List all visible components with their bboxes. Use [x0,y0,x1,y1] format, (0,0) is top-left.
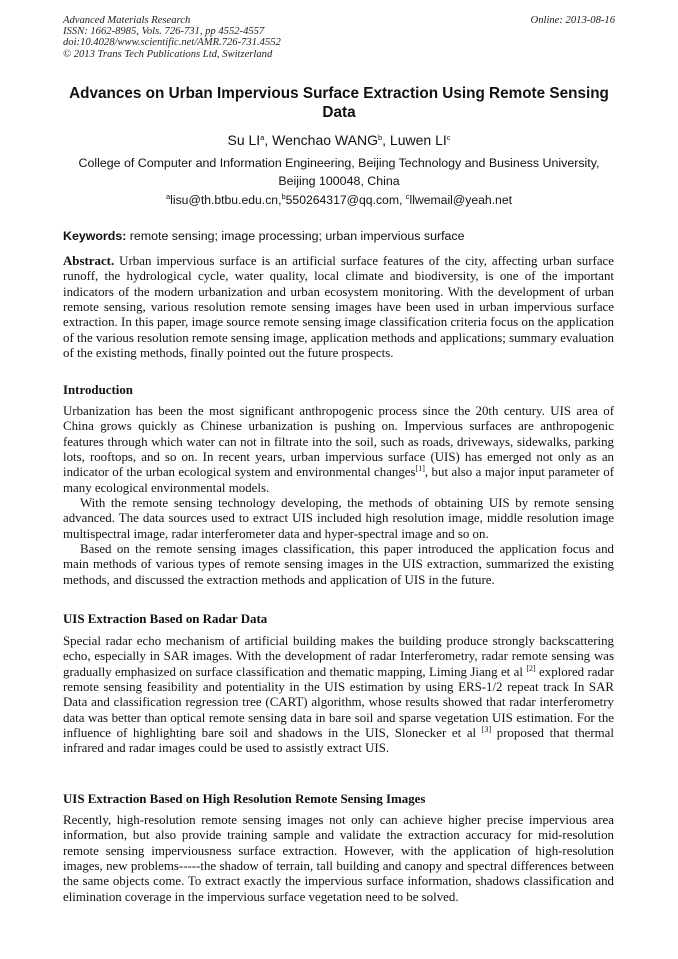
abstract-label: Abstract. [63,254,115,268]
email-link[interactable]: $^b$550264317@qq.com [281,192,399,207]
paper-title: Advances on Urban Impervious Surface Extraction Using Remote Sensing Data [69,85,609,121]
paragraph: With the remote sensing technology developing, the methods of obtaining UIS by remote sensing advanced. The data sources used to extract UIS included high resolution image, middle resolution image multispectral image, radar interferometer data and hyper-spectral image and so on. [63,496,614,541]
abstract-text: Urban impervious surface is an artificial surface features of the city, affecting urban surface runoff, the hydrological cycle, water quality, local climate and biodiversity, is one of the important indicators of the modern urbanization and urban ecosystem monitoring. With the development of urban remote sensing, various resolution remote sensing images have been used in urban impervious surface extraction. In this paper, image source remote sensing image classification criteria focus on the application of the various resolution remote sensing image, application methods and applications; summary evaluation of the existing methods, finally pointed out the future prospects. [63,254,614,361]
affiliation: College of Computer and Information Engineering, Beijing Technology and Business University, Beijing 100048, China [78,156,600,188]
author-list [63,132,615,149]
high-resolution-body [63,813,614,905]
section-heading-high-resolution: UIS Extraction Based on High Resolution Remote Sensing Images [63,792,426,806]
author: Su $LI^a$, [227,132,273,148]
journal-header [63,15,615,60]
keywords-text: remote sensing; image processing; urban impervious surface [126,229,465,243]
citation-ref[interactable]: [2] [526,663,536,673]
section-heading-introduction: Introduction [63,383,133,397]
email-link[interactable]: $^a$lisu@th.btbu.edu.cn [165,192,279,207]
email-list: $^a$lisu@th.btbu.edu.cn,$^b$550264317@qq.com, $^c$llwemail@yeah.net [165,192,512,207]
keywords-label: Keywords: [63,229,127,243]
online-date: Online: 2013-08-16 [530,15,615,26]
paragraph: Based on the remote sensing images classification, this paper introduced the application focus and main methods of various types of remote sensing images in the UIS extraction, summarized the existing methods, and discussed the extraction methods and application of UIS in the future. [63,542,614,587]
citation-ref[interactable]: [3] [481,725,492,735]
keywords [63,228,615,244]
email-link[interactable]: $^c$llwemail@yeah.net [405,192,512,207]
section-heading-radar: UIS Extraction Based on Radar Data [63,612,268,626]
author: Wenchao WANG$^b$, [272,132,390,148]
paragraph: Urbanization has been the most significant anthropogenic process since the 20th century. UIS area of China grows quickly as Chinese urbanization is pushing on. Impervious surfaces are anthropogenic features through which water can not in filtrate into the soil, such as roads, driveways, sidewalks, parking lots, rooftops, and so on. In recent years, urban impervious surface (UIS) has emerged not only as an indicator of the urban ecological system and environmental changes[1], but also a major input parameter of many ecological environmental models. [63,404,614,495]
doi-line: doi:10.4028/www.scientific.net/AMR.726-731.4552 [63,37,281,49]
abstract [63,254,614,361]
citation-ref[interactable]: [1] [415,464,425,474]
paragraph: Recently, high-resolution remote sensing images not only can achieve higher precise impervious area information, but also provide training sample and validate the extraction accuracy for mid-resolution remote sensing imperviousness surface extraction. However, with the application of high-resolution images, new problems-----the shadow of terrain, tall building and canopy and spectral differences between the same objects come. To extract exactly the impervious surface information, shadows classification and elimination coverage in the impervious surface vegetation need to be solved. [63,813,614,904]
issn-line: ISSN: 1662-8985, Vols. 726-731, pp 4552-4557 [63,26,265,38]
journal-name: Advanced Materials Research [63,15,191,26]
author: Luwen $LI^c$ [389,132,451,148]
copyright-line: © 2013 Trans Tech Publications Ltd, Switzerland [63,48,273,60]
paragraph: Special radar echo mechanism of artificial building makes the building produce strongly backscattering echo, especially in SAR images. With the development of radar Interferometry, radar remote sensing was gradually emphasized on surface classification and thematic mapping, Liming Jiang et al [2] explored radar remote sensing feasibility and potentiality in the UIS estimation by using ERS-1/2 repeat track In SAR Data and classification regression tree (CART) algorithm, whose results showed that radar interferometry data was better than optical remote sensing data in bare soil and sparse vegetation UIS estimation. For the influence of highlighting bare soil and shadows in the UIS, Slonecker et al [3] proposed that thermal infrared and radar images could be used to assistly extract UIS. [63,634,614,756]
introduction-body [63,404,614,588]
radar-body [63,634,614,757]
